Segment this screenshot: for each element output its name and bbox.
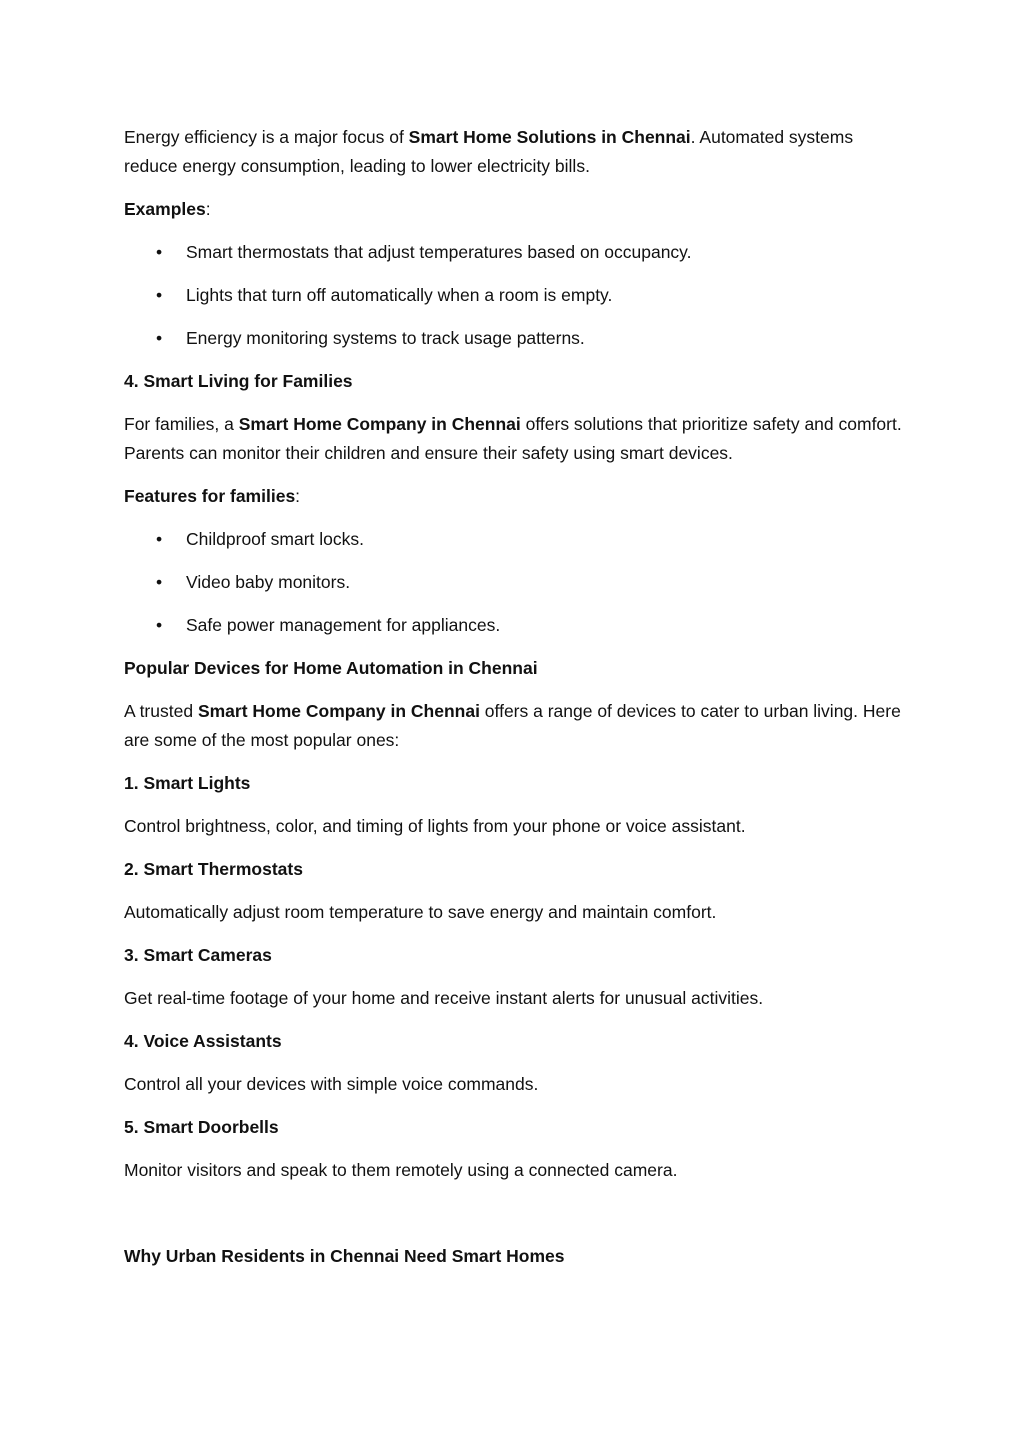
bullet-icon: • — [156, 285, 163, 305]
families-text-1: For families, a — [124, 414, 239, 434]
intro-paragraph — [124, 123, 904, 181]
examples-label — [124, 195, 904, 224]
device-title: 4. Voice Assistants — [124, 1031, 282, 1051]
families-bold: Smart Home Company in Chennai — [238, 414, 521, 434]
list-item — [124, 238, 904, 267]
list-item-text: Safe power management for appliances. — [186, 615, 501, 635]
device-description: Control all your devices with simple voice commands. — [124, 1074, 539, 1094]
families-text-2: offers solutions that prioritize safety and comfort. Parents can monitor their children and ensure their safety using smart devices. — [124, 414, 902, 463]
bullet-icon: • — [156, 572, 163, 592]
devices-text-1: A trusted — [124, 701, 198, 721]
intro-bold: Smart Home Solutions in Chennai — [408, 127, 691, 147]
list-item — [124, 281, 904, 310]
list-item — [124, 568, 904, 597]
devices-text-2: offers a range of devices to cater to urban living. Here are some of the most popular ones: — [124, 701, 901, 750]
features-list — [124, 525, 904, 640]
examples-label-text: Examples — [124, 199, 206, 219]
list-item-text: Energy monitoring systems to track usage patterns. — [186, 328, 585, 348]
intro-text-2: . Automated systems reduce energy consumption, leading to lower electricity bills. — [124, 127, 854, 176]
features-label — [124, 482, 904, 511]
list-item-text: Lights that turn off automatically when a room is empty. — [186, 285, 613, 305]
features-colon: : — [295, 486, 301, 506]
intro-text-1: Energy efficiency is a major focus of — [124, 127, 409, 147]
list-item-text: Childproof smart locks. — [186, 529, 364, 549]
device-description: Get real-time footage of your home and receive instant alerts for unusual activities. — [124, 988, 764, 1008]
device-description: Control brightness, color, and timing of lights from your phone or voice assistant. — [124, 816, 746, 836]
bullet-icon: • — [156, 242, 163, 262]
devices-paragraph — [124, 697, 904, 755]
bullet-icon: • — [156, 328, 163, 348]
list-item — [124, 525, 904, 554]
device-description: Monitor visitors and speak to them remotely using a connected camera. — [124, 1160, 678, 1180]
device-title: 5. Smart Doorbells — [124, 1117, 279, 1137]
device-title: 1. Smart Lights — [124, 773, 251, 793]
list-item — [124, 611, 904, 640]
list-item-text: Video baby monitors. — [186, 572, 351, 592]
families-paragraph — [124, 410, 904, 468]
features-label-text: Features for families — [124, 486, 296, 506]
devices-heading: Popular Devices for Home Automation in Chennai — [124, 658, 538, 678]
bullet-icon: • — [156, 615, 163, 635]
device-description: Automatically adjust room temperature to save energy and maintain comfort. — [124, 902, 717, 922]
examples-list — [124, 238, 904, 353]
devices-bold: Smart Home Company in Chennai — [197, 701, 480, 721]
list-item-text: Smart thermostats that adjust temperatures based on occupancy. — [186, 242, 692, 262]
device-title: 3. Smart Cameras — [124, 945, 272, 965]
examples-colon: : — [205, 199, 211, 219]
blank-line — [124, 1199, 904, 1242]
families-heading: 4. Smart Living for Families — [124, 371, 353, 391]
why-heading: Why Urban Residents in Chennai Need Smart Homes — [124, 1246, 565, 1266]
list-item — [124, 324, 904, 353]
device-title: 2. Smart Thermostats — [124, 859, 303, 879]
bullet-icon: • — [156, 529, 163, 549]
document-page — [124, 123, 904, 1285]
